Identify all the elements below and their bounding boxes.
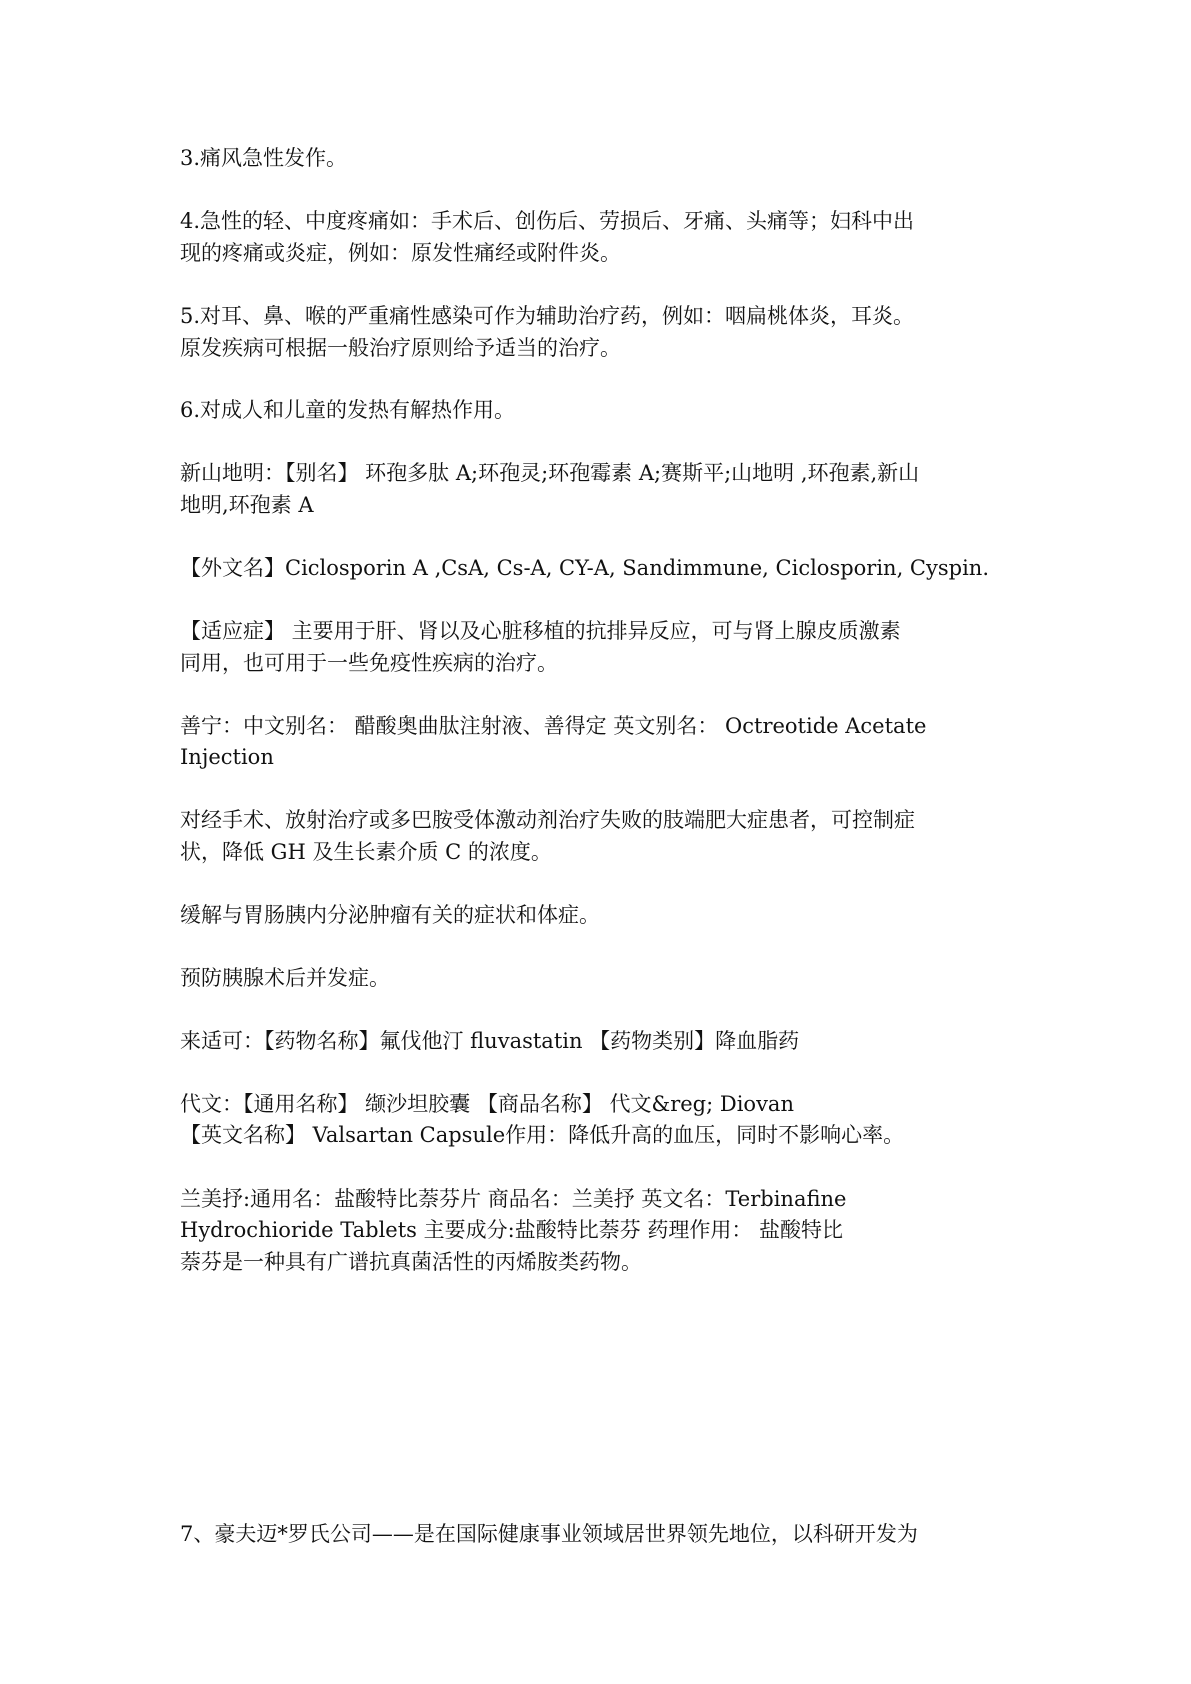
text-line: 4.急性的轻、中度疼痛如：手术后、创伤后、劳损后、牙痛、头痛等；妇科中出	[180, 209, 915, 233]
text-line: Injection	[180, 745, 274, 769]
text-line: 【适应症】 主要用于肝、肾以及心脏移植的抗排异反应，可与肾上腺皮质激素	[180, 619, 901, 643]
text-line: 【英文名称】 Valsartan Capsule作用：降低升高的血压，同时不影响心率。	[180, 1123, 905, 1147]
text-line: 6.对成人和儿童的发热有解热作用。	[180, 398, 516, 422]
text-line: 原发疾病可根据一般治疗原则给予适当的治疗。	[180, 336, 621, 360]
text-line: 来适可：【药物名称】氟伐他汀 fluvastatin 【药物类别】降血脂药	[180, 1029, 800, 1053]
text-line: 3.痛风急性发作。	[180, 146, 348, 170]
text-line: 预防胰腺术后并发症。	[180, 966, 390, 990]
text-line: 对经手术、放射治疗或多巴胺受体激动剂治疗失败的肢端肥大症患者，可控制症	[180, 808, 915, 832]
text-line: 代文：【通用名称】 缬沙坦胶囊 【商品名称】 代文&reg; Diovan	[180, 1092, 794, 1116]
text-line: 萘芬是一种具有广谱抗真菌活性的丙烯胺类药物。	[180, 1250, 642, 1274]
text-line: 地明,环孢素 A	[180, 493, 314, 517]
text-line: 新山地明：【别名】 环孢多肽 A;环孢灵;环孢霉素 A;赛斯平;山地明 ,环孢素,新山	[180, 461, 920, 485]
text-line: 7、豪夫迈*罗氏公司——是在国际健康事业领域居世界领先地位，以科研开发为	[180, 1522, 918, 1546]
text-line: 同用，也可用于一些免疫性疾病的治疗。	[180, 651, 558, 675]
text-line: Hydrochioride Tablets 主要成分:盐酸特比萘芬 药理作用： 盐酸特比	[180, 1218, 844, 1242]
text-line: 【外文名】Ciclosporin A ,CsA, Cs-A, CY-A, Sandimmune, Ciclosporin, Cyspin.	[180, 556, 990, 580]
text-line: 现的疼痛或炎症，例如：原发性痛经或附件炎。	[180, 241, 621, 265]
text-line: 状，降低 GH 及生长素介质 C 的浓度。	[180, 840, 552, 864]
text-line: 缓解与胃肠胰内分泌肿瘤有关的症状和体症。	[180, 903, 600, 927]
text-line: 兰美抒:通用名：盐酸特比萘芬片 商品名：兰美抒 英文名：Terbinafine	[180, 1187, 847, 1211]
text-line: 5.对耳、鼻、喉的严重痛性感染可作为辅助治疗药，例如：咽扁桃体炎，耳炎。	[180, 304, 915, 328]
text-line: 善宁：中文别名： 醋酸奥曲肽注射液、善得定 英文别名： Octreotide Acetate	[180, 714, 927, 738]
